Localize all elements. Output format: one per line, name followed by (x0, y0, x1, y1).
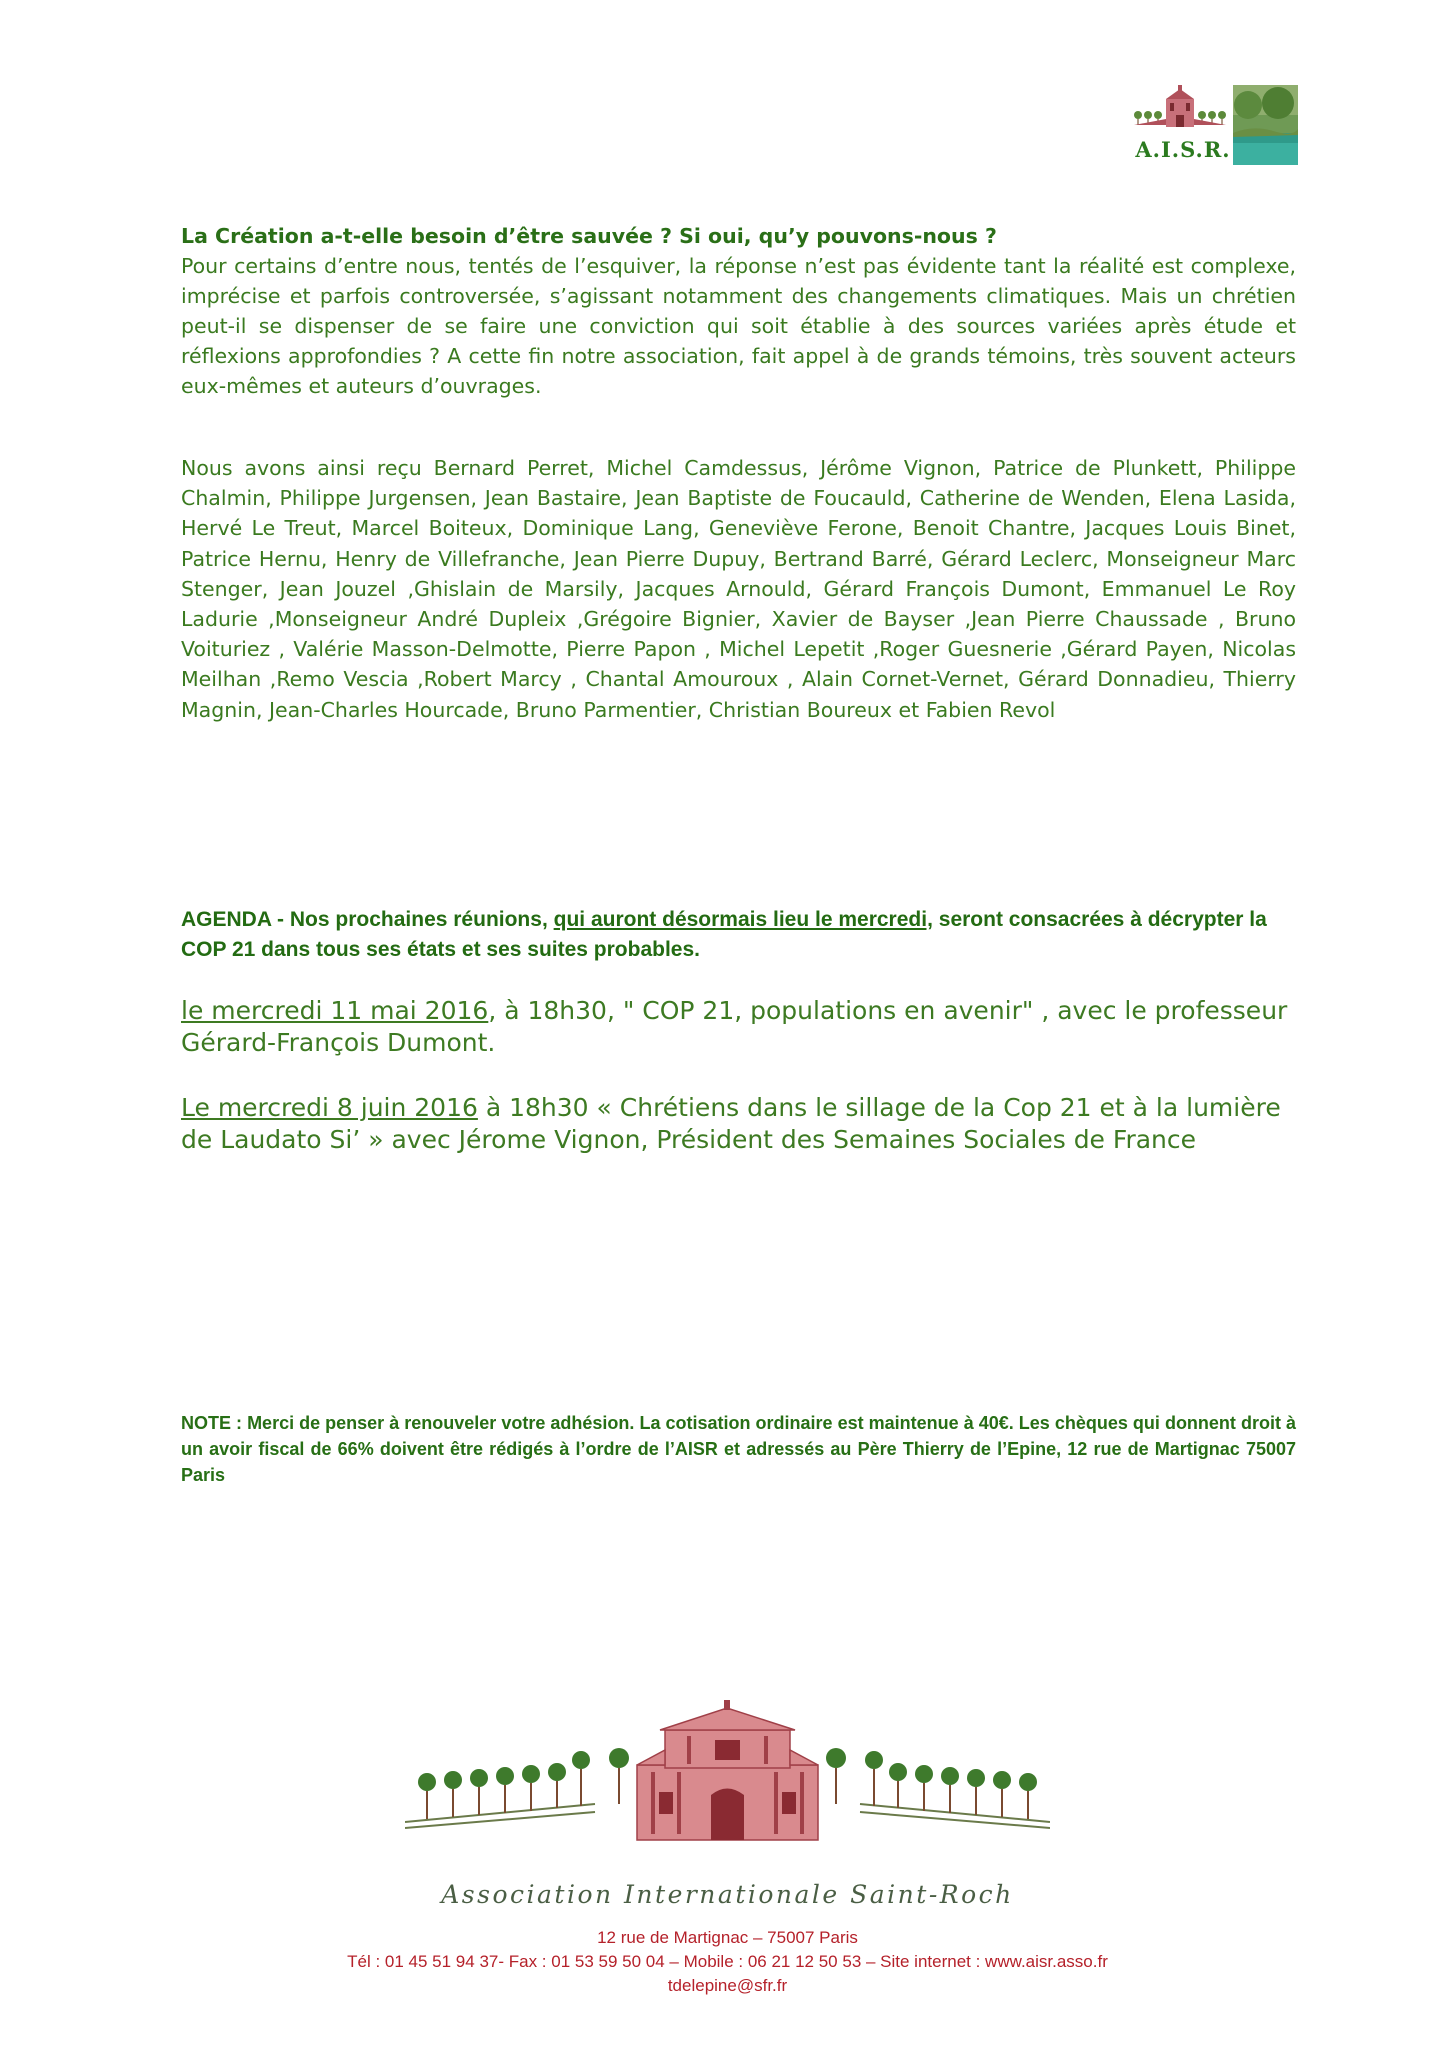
aisr-logo (1130, 85, 1298, 165)
event-description: à 18h30 « Chrétiens dans le sillage de la Cop 21 et à la lumière de Laudato Si’ » avec Jérome Vignon, Président des Semaines Sociales de France (181, 1093, 1281, 1154)
guest-list-paragraph: Nous avons ainsi reçu Bernard Perret, Michel Camdessus, Jérôme Vignon, Patrice de Plunkett, Philippe Chalmin, Philippe Jurgensen, Jean Bastaire, Jean Baptiste de Foucauld, Catherine de Wenden, Elena Lasida, Hervé Le Treut, Marcel Boiteux, Dominique Lang, Geneviève Ferone, Benoit Chantre, Jacques Louis Binet, Patrice Hernu, Henry de Villefranche, Jean Pierre Dupuy, Bertrand Barré, Gérard Leclerc, Monseigneur Marc Stenger, Jean Jouzel ,Ghislain de Marsily, Jacques Arnould, Gérard François Dumont, Emmanuel Le Roy Ladurie ,Monseigneur André Dupleix ,Grégoire Bignier, Xavier de Bayser ,Jean Pierre Chaussade , Bruno Voituriez , Valérie Masson-Delmotte, Pierre Papon , Michel Lepetit ,Roger Guesnerie ,Gérard Payen, Nicolas Meilhan ,Remo Vescia ,Robert Marcy , Chantal Amouroux , Alain Cornet-Vernet, Gérard Donnadieu, Thierry Magnin, Jean-Charles Hourcade, Bruno Parmentier, Christian Boureux et Fabien Revol (181, 456, 1296, 722)
intro-paragraph: Pour certains d’entre nous, tentés de l’esquiver, la réponse n’est pas évidente tant la réalité est complexe, imprécise et parfois controversée, s’agissant notamment des changements climatiques. Mais un chrétien peut-il se dispenser de se faire une conviction qui soit établie à des sources variées après étude et réflexions approfondies ? A cette fin notre association, fait appel à de grands témoins, très souvent acteurs eux-mêmes et auteurs d’ouvrages. (181, 254, 1296, 398)
footer-contacts: Tél : 01 45 51 94 37- Fax : 01 53 59 50 04 – Mobile : 06 21 12 50 53 – Site internet : www.aisr.asso.fr (347, 1952, 1108, 1971)
event-item (181, 995, 1296, 1059)
saint-roch-church-illustration (405, 1700, 1050, 1845)
intro-title: La Création a-t-elle besoin d’être sauvée ? Si oui, qu’y pouvons-nous ? (181, 224, 997, 248)
agenda-rest: seront consacrées à décrypter la COP 21 dans tous ses états et ses suites probables. (181, 908, 1267, 961)
agenda-underlined: qui auront désormais lieu le mercredi, (553, 908, 933, 931)
membership-note: NOTE : Merci de penser à renouveler votre adhésion. La cotisation ordinaire est maintenue à 40€. Les chèques qui donnent droit à un avoir fiscal de 66% doivent être rédigés à l’ordre de l’AISR et adressés au Père Thierry de l’Epine, 12 rue de Martignac 75007 Paris (181, 1413, 1296, 1485)
footer-address: 12 rue de Martignac – 75007 Paris (597, 1928, 858, 1947)
logo-acronym: A.I.S.R. (1135, 137, 1231, 162)
nature-photo (1233, 85, 1298, 165)
agenda-heading (181, 905, 1296, 965)
event-description: , à 18h30, " COP 21, populations en avenir" , avec le professeur Gérard-François Dumont. (181, 996, 1288, 1057)
organization-name: Association Internationale Saint-Roch (441, 1880, 1014, 1909)
event-date: Le mercredi 8 juin 2016 (181, 1093, 478, 1122)
event-item (181, 1092, 1296, 1156)
event-date: le mercredi 11 mai 2016 (181, 996, 489, 1025)
agenda-lead: AGENDA - Nos prochaines réunions, (181, 908, 548, 931)
church-emblem-icon (1130, 85, 1230, 131)
footer-email: tdelepine@sfr.fr (667, 1976, 788, 1995)
